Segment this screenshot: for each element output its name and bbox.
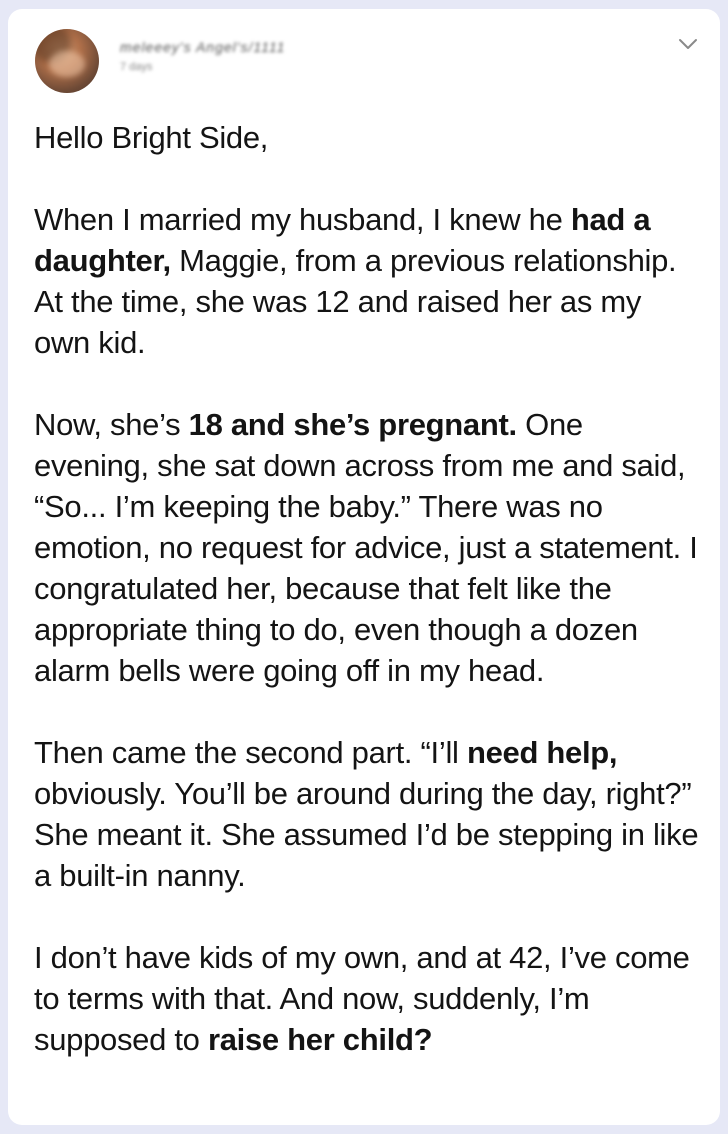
paragraph-4-text-a: I don’t have kids of my own, and at 42, I’ve come to terms with that. And now, suddenly, I’m supposed to xyxy=(34,940,690,1057)
paragraph-2-text-a: Now, she’s xyxy=(34,407,189,442)
paragraph-1-text-a: When I married my husband, I knew he xyxy=(34,202,571,237)
paragraph-4-bold: raise her child? xyxy=(207,1022,433,1057)
paragraph-1-text-b: Maggie, from a previous relationship. At the time, she was 12 and raised her as my own kid. xyxy=(34,243,677,360)
post-time: 7 days xyxy=(120,61,153,73)
post-body xyxy=(34,117,702,1060)
paragraph-3 xyxy=(34,732,702,896)
paragraph-2-text-b: One evening, she sat down across from me and said, “So... I’m keeping the baby.” There was no emotion, no request for advice, just a statement. I congratulated her, because that felt like the appropriate thing to do, even though a dozen alarm bells were going off in my head. xyxy=(34,407,698,688)
paragraph-4 xyxy=(34,937,702,1060)
paragraph-3-text-a: Then came the second part. “I’ll xyxy=(34,735,467,770)
avatar-face-blur xyxy=(49,51,85,77)
paragraph-2-bold: 18 and she’s pregnant. xyxy=(188,407,517,442)
post-card xyxy=(8,9,720,1125)
paragraph-1-bold: had a daughter, xyxy=(34,202,651,278)
chevron-down-icon[interactable] xyxy=(678,37,698,51)
author-name[interactable]: meleeey's Angel's/1111 xyxy=(120,39,286,55)
paragraph-1 xyxy=(34,199,702,363)
avatar[interactable] xyxy=(35,29,99,93)
greeting: Hello Bright Side, xyxy=(34,120,269,155)
paragraph-2 xyxy=(34,404,702,691)
paragraph-3-bold: need help, xyxy=(466,735,618,770)
paragraph-3-text-b: obviously. You’ll be around during the day, right?” She meant it. She assumed I’d be stepping in like a built-in nanny. xyxy=(34,776,699,893)
